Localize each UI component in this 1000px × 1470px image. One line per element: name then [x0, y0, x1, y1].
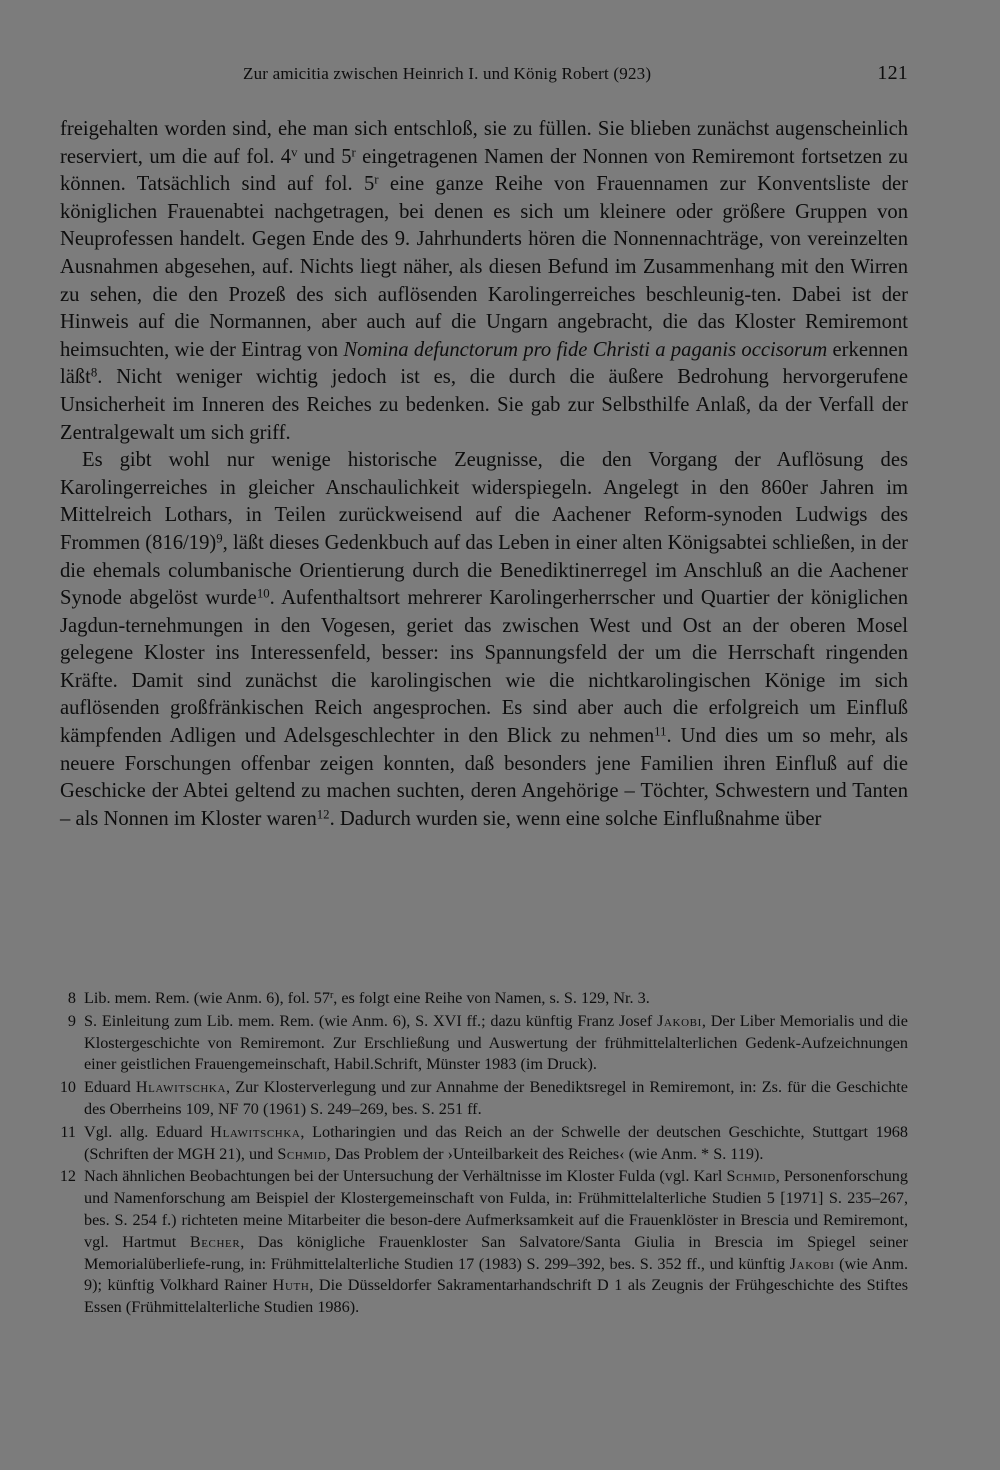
text-run: , Das Problem der ›Unteilbarkeit des Reiches‹ (wie Anm. * S. 119).	[326, 1144, 764, 1163]
superscript: 9	[216, 531, 223, 546]
superscript: 8	[90, 365, 98, 380]
footnote-number: 11	[60, 1122, 76, 1141]
text-run: , Das königliche Frauenkloster San Salvatore/Santa Giulia in Brescia im Spiegel seiner Memorialüberliefe-rung, in: Frühmittelalterliche Studien 17 (1983) S. 299–392, bes. S. 352 ff., und künftig	[84, 1232, 908, 1273]
text-run: . Dadurch wurden sie, wenn eine solche Einflußnahme über	[329, 807, 822, 830]
page-number: 121	[877, 62, 908, 84]
text-run: . Nicht weniger wichtig jedoch ist es, die durch die äußere Bedrohung hervorgerufene Unsicherheit im Inneren des Reiches zu bedenken. Sie gab zur Selbsthilfe Anlaß, da der Verfall der Zentralgewalt um sich griff.	[60, 366, 908, 444]
text-run: Vgl. allg. Eduard	[84, 1122, 211, 1141]
superscript: r	[351, 145, 356, 160]
footnote-text	[84, 1167, 908, 1316]
superscript: r	[329, 989, 334, 1001]
author-name: Hlawitschka	[210, 1122, 301, 1141]
text-run: eine ganze Reihe von Frauennamen zur Konventsliste der königlichen Frauenabtei nachgetragen, bei denen es sich um kleinere oder größere Gruppen von Neuprofessen handelt. Gegen Ende des 9. Jahrhunderts hören die Nonnennachträge, von vereinzelten Ausnahmen abgesehen, auf. Nichts liegt näher, als diesen Befund im Zusammenhang mit den Wirren zu sehen, die den Prozeß des sich auflösenden Karolingerreiches beschleunig-ten. Dabei ist der Hinweis auf die Normannen, aber auch auf die Ungarn angebracht, die das Kloster Remiremont heimsuchten, wie der Eintrag von	[60, 173, 908, 361]
italic-text: Nomina defunctorum pro fide Christi a paganis occisorum	[343, 338, 828, 361]
text-run: . Und dies um so mehr, als neuere Forschungen offenbar zeigen konnten, daß besonders jene Familien ihren Einfluß auf die Geschicke der Abtei geltend zu machen suchten, deren Angehörige – Töchter, Schwestern und Tanten – als Nonnen im Kloster waren	[60, 725, 908, 830]
superscript: r	[374, 172, 379, 187]
text-run: , Der Liber Memorialis und die Klostergeschichte von Remiremont. Zur Erschließung und Auswertung der frühmittelalterlichen Gedenk-Aufzeichnungen einer geistlichen Frauengemeinschaft, Habil.Schrift, Münster 1983 (im Druck).	[84, 1011, 908, 1074]
author-name: Becher	[189, 1232, 241, 1251]
footnote-number: 10	[59, 1078, 76, 1097]
text-run: Lib. mem. Rem. (wie Anm. 6), fol. 57	[84, 989, 330, 1007]
author-name: Hlawitschka	[135, 1078, 227, 1097]
footnote-text	[84, 1123, 908, 1163]
footnote	[60, 1077, 908, 1121]
text-run: Es gibt wohl nur wenige historische Zeugnisse, die den Vorgang der Auflösung des Karolingerreiches in gleicher Anschaulichkeit widerspiegeln. Angelegt in den 860er Jahren im Mittelreich Lothars, in Teilen zurückweisend auf die Aachener Reform-synoden Ludwigs des Frommen (816/19)	[60, 449, 908, 554]
author-name: Jakobi	[789, 1254, 835, 1273]
paragraph	[60, 116, 908, 447]
text-run: , Lotharingien und das Reich an der Schwelle der deutschen Geschichte, Stuttgart 1968 (Schriften der MGH 21), und	[84, 1122, 908, 1163]
text-run: Eduard	[84, 1078, 136, 1097]
running-header	[60, 62, 908, 88]
text-run: (wie Anm. 9); künftig Volkhard Rainer	[84, 1254, 909, 1295]
author-name: Schmid	[277, 1144, 327, 1163]
author-name: Schmid	[726, 1167, 776, 1186]
text-run: , es folgt eine Reihe von Namen, s. S. 129, Nr. 3.	[333, 989, 650, 1007]
footnote	[60, 988, 908, 1010]
footnote-number: 9	[67, 1011, 76, 1030]
footnote	[60, 1011, 908, 1076]
superscript: 11	[654, 724, 667, 739]
footnotes	[60, 988, 908, 1320]
text-run: S. Einleitung zum Lib. mem. Rem. (wie Anm. 6), S. XVI ff.; dazu künftig Franz Josef	[84, 1011, 658, 1030]
footnote-text	[84, 1012, 908, 1074]
text-run: Nach ähnlichen Beobachtungen bei der Untersuchung der Verhältnisse im Kloster Fulda (vgl. Karl	[84, 1167, 727, 1186]
footnote	[60, 1122, 908, 1166]
text-run: und 5	[297, 145, 352, 168]
text-run: erkennen läßt	[60, 338, 908, 389]
footnote-text	[84, 989, 650, 1007]
text-run: . Aufenthaltsort mehrerer Karolingerherrscher und Quartier der königlichen Jagdun-ternehmungen in den Vogesen, geriet das zwischen West und Ost an der oberen Mosel gelegene Kloster ins Interessenfeld, besser: ins Spannungsfeld der um die Herrschaft ringenden Kräfte. Damit sind zunächst die karolingischen wie die nichtkarolingischen Könige im sich auflösenden großfränkischen Reich angesprochen. Es sind aber auch die erfolgreich um Einfluß kämpfenden Adligen und Adelsgeschlechter in den Blick zu nehmen	[60, 587, 909, 748]
footnote-number: 12	[59, 1167, 76, 1186]
main-text	[60, 116, 908, 833]
text-run: eingetragenen Namen der Nonnen von Remiremont fortsetzen zu können. Tatsächlich sind auf fol. 5	[60, 145, 909, 196]
footnote-text	[84, 1078, 908, 1118]
footnote	[60, 1166, 908, 1319]
text-run: , läßt dieses Gedenkbuch auf das Leben in einer alten Königsabtei schließen, in der die ehemals columbanische Orientierung durch die Benediktinerregel im Anschluß an die Aachener Synode abgelöst wurde	[60, 531, 909, 610]
running-title: Zur amicitia zwischen Heinrich I. und König Robert (923)	[243, 64, 652, 83]
author-name: Huth	[272, 1276, 310, 1295]
text-run: , Zur Klosterverlegung und zur Annahme der Benediktsregel in Remiremont, in: Zs. für die Geschichte des Oberrheins 109, NF 70 (1961) S. 249–269, bes. S. 251 ff.	[84, 1078, 908, 1118]
paragraph	[60, 447, 908, 833]
text-run: freigehalten worden sind, ehe man sich entschloß, sie zu füllen. Sie blieben zunächst augenscheinlich reserviert, um die auf fol. 4	[60, 118, 908, 168]
superscript: 12	[316, 807, 330, 822]
superscript: v	[291, 145, 298, 160]
text-run: , Die Düsseldorfer Sakramentarhandschrift D 1 als Zeugnis der Frühgeschichte des Stiftes Essen (Frühmittelalterliche Studien 1986).	[84, 1276, 908, 1317]
footnote-number: 8	[67, 989, 76, 1007]
text-run: , Personenforschung und Namenforschung am Beispiel der Klostergemeinschaft von Fulda, in: Frühmittelalterliche Studien 5 [1971] S. 235–267, bes. S. 254 f.) richteten meine Mitarbeiter die beson-dere Aufmerksamkeit auf die Frauenklöster in Brescia und Remiremont, vgl. Hartmut	[84, 1167, 908, 1251]
author-name: Jakobi	[657, 1011, 702, 1030]
superscript: 10	[256, 586, 270, 601]
